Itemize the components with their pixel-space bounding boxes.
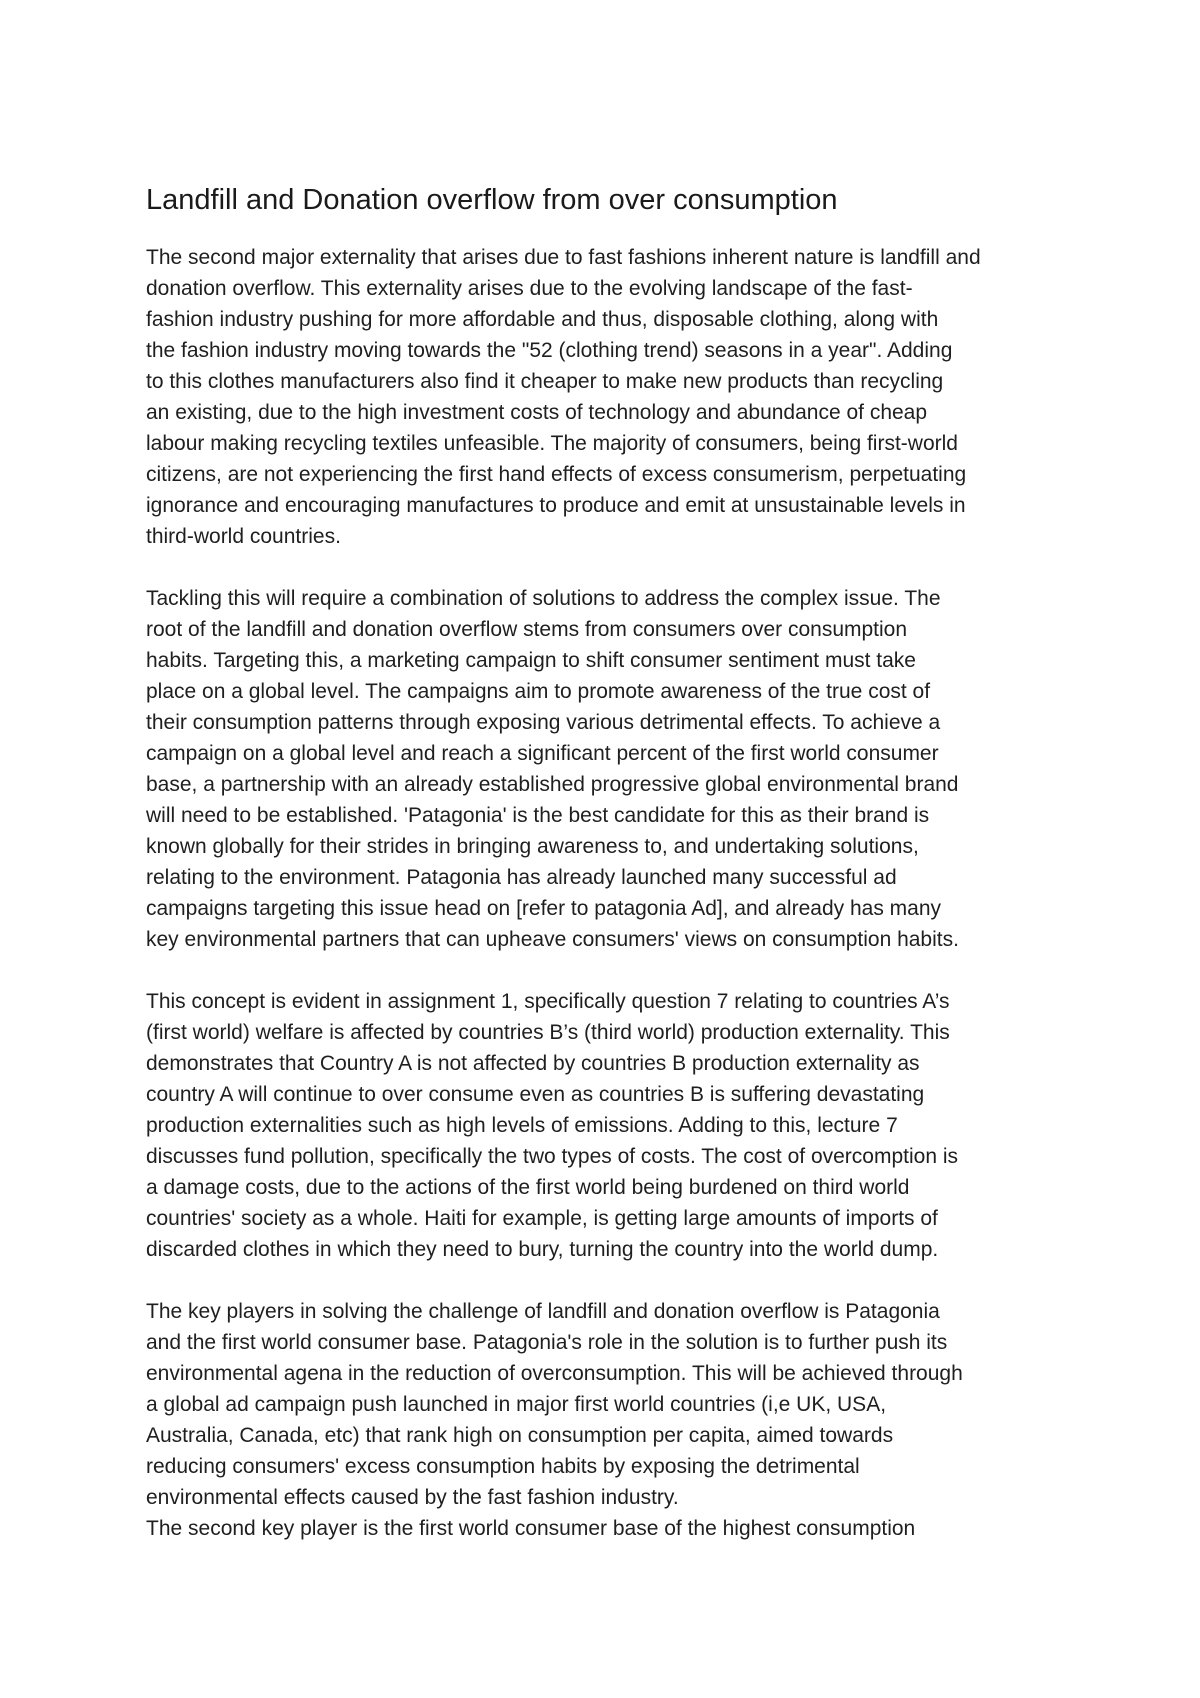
text-line: demonstrates that Country A is not affected by countries B production externality as — [146, 1052, 920, 1075]
text-line: (first world) welfare is affected by countries B’s (third world) production externality. This — [146, 1021, 950, 1044]
text-line: third-world countries. — [146, 525, 341, 548]
text-line: an existing, due to the high investment costs of technology and abundance of cheap — [146, 401, 928, 424]
text-line: habits. Targeting this, a marketing campaign to shift consumer sentiment must take — [146, 649, 916, 672]
text-line: base, a partnership with an already established progressive global environmental brand — [146, 773, 959, 796]
text-line: production externalities such as high levels of emissions. Adding to this, lecture 7 — [146, 1114, 898, 1137]
paragraph-gap — [146, 1265, 1076, 1296]
text-line: Tackling this will require a combination of solutions to address the complex issue. The — [146, 587, 941, 610]
text-line: environmental agena in the reduction of overconsumption. This will be achieved through — [146, 1362, 963, 1385]
text-line: campaigns targeting this issue head on [refer to patagonia Ad], and already has many — [146, 897, 942, 920]
text-line: discarded clothes in which they need to bury, turning the country into the world dump. — [146, 1238, 939, 1261]
paragraph-2 — [146, 583, 1076, 955]
text-line: labour making recycling textiles unfeasible. The majority of consumers, being first-world — [146, 432, 958, 455]
text-line: fashion industry pushing for more affordable and thus, disposable clothing, along with — [146, 308, 939, 331]
page-title: Landfill and Donation overflow from over consumption — [146, 184, 838, 216]
text-line: donation overflow. This externality arises due to the evolving landscape of the fast- — [146, 277, 913, 300]
text-line: key environmental partners that can upheave consumers' views on consumption habits. — [146, 928, 959, 951]
text-line: a global ad campaign push launched in major first world countries (i,e UK, USA, — [146, 1393, 887, 1416]
paragraph-1 — [146, 242, 1076, 552]
text-line: ignorance and encouraging manufactures to produce and emit at unsustainable levels in — [146, 494, 966, 517]
text-line: This concept is evident in assignment 1, specifically question 7 relating to countries A’s — [146, 990, 950, 1013]
text-line: their consumption patterns through exposing various detrimental effects. To achieve a — [146, 711, 941, 734]
text-line: place on a global level. The campaigns aim to promote awareness of the true cost of — [146, 680, 931, 703]
text-line: The second major externality that arises due to fast fashions inherent nature is landfill and — [146, 246, 981, 269]
text-line: and the first world consumer base. Patagonia's role in the solution is to further push its — [146, 1331, 948, 1354]
text-line: will need to be established. 'Patagonia' is the best candidate for this as their brand is — [146, 804, 930, 827]
paragraph-container — [146, 242, 1076, 1544]
text-line: reducing consumers' excess consumption habits by exposing the detrimental — [146, 1455, 860, 1478]
text-line: to this clothes manufacturers also find it cheaper to make new products than recycling — [146, 370, 944, 393]
text-line: countries' society as a whole. Haiti for example, is getting large amounts of imports of — [146, 1207, 938, 1230]
paragraph-4 — [146, 1296, 1076, 1544]
paragraph-3 — [146, 986, 1076, 1265]
text-line: citizens, are not experiencing the first hand effects of excess consumerism, perpetuating — [146, 463, 967, 486]
paragraph-gap — [146, 955, 1076, 986]
document-body — [146, 180, 1076, 1544]
text-line: Australia, Canada, etc) that rank high on consumption per capita, aimed towards — [146, 1424, 894, 1447]
text-line: campaign on a global level and reach a significant percent of the first world consumer — [146, 742, 939, 765]
text-line: country A will continue to over consume even as countries B is suffering devastating — [146, 1083, 925, 1106]
text-line: a damage costs, due to the actions of the first world being burdened on third world — [146, 1176, 910, 1199]
text-line: discusses fund pollution, specifically the two types of costs. The cost of overcomption is — [146, 1145, 959, 1168]
text-line: known globally for their strides in bringing awareness to, and undertaking solutions, — [146, 835, 919, 858]
text-line: root of the landfill and donation overflow stems from consumers over consumption — [146, 618, 908, 641]
text-line: relating to the environment. Patagonia has already launched many successful ad — [146, 866, 897, 889]
paragraph-gap — [146, 552, 1076, 583]
text-line: environmental effects caused by the fast fashion industry. — [146, 1486, 679, 1509]
text-line: The key players in solving the challenge of landfill and donation overflow is Patagonia — [146, 1300, 940, 1323]
text-line: The second key player is the first world consumer base of the highest consumption — [146, 1517, 916, 1540]
text-line: the fashion industry moving towards the "52 (clothing trend) seasons in a year". Adding — [146, 339, 953, 362]
